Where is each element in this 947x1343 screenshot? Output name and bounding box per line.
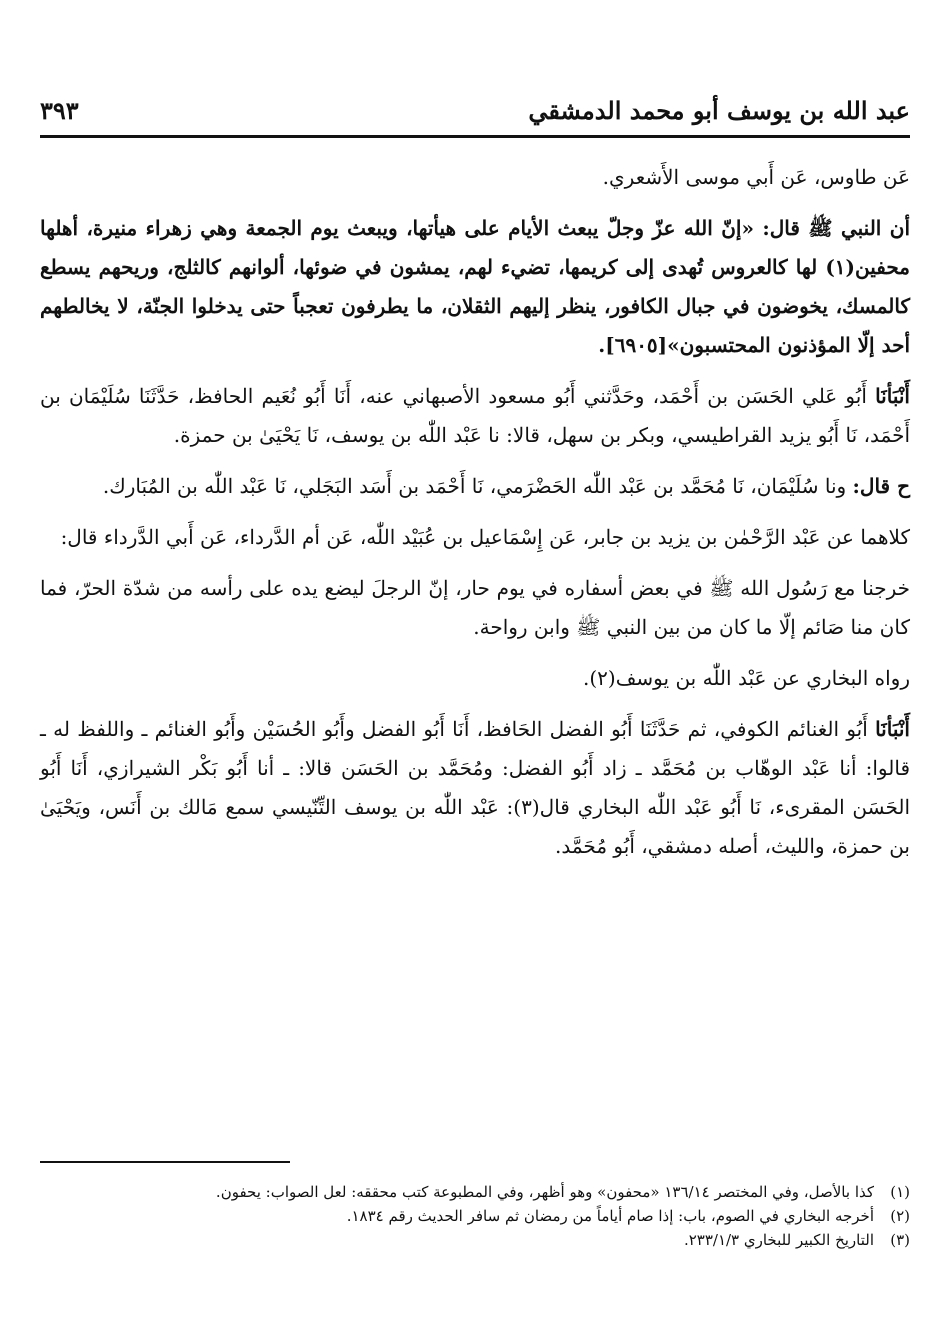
text-run: عَن طاوس، عَن أَبي موسى الأَشعري.	[602, 165, 910, 189]
text-run: أن النبي ﷺ قال: «إنّ الله عزّ وجلّ يبعث الأيام على هيأتها، ويبعث يوم الجمعة وهي زهراء منيرة، أهلها محفين(١) لها كالعروس تُهدى إلى كريمها، تضيء لهم، يمشون في ضوئها، ألوانهم كالثلج، وريحهم يسطع كالمسك، يخوضون في جبال الكافور، ينظر إليهم الثقلان، ما يطرفون تعجباً حتى يدخلوا الجنّة، لا يخالطهم أحد إلّا المؤذنون المحتسبون»[٦٩٠٥].	[40, 216, 910, 357]
book-page	[40, 0, 910, 1343]
paragraph	[40, 158, 910, 197]
footnote-text: كذا بالأصل، وفي المختصر ١٣٦/١٤ «محفون» وهو أظهر، وفي المطبوعة كتب محققه: لعل الصواب: يحفون.	[215, 1183, 874, 1201]
text-run-bold: أَنْبَأنَا	[875, 717, 910, 741]
footnote-number: (١)	[890, 1183, 910, 1201]
header-rule	[40, 135, 910, 138]
text-run: أَبُو الغنائم الكوفي، ثم حَدَّثَنَا أَبُو الفضل الحَافظ، أَنَا أَبُو الفضل وأَبُو الحُسَيْن وأَبُو الغنائم ـ واللفظ له ـ قالوا: أنا عَبْد الوهّاب بن مُحَمَّد ـ زاد أَبُو الفضل: ومُحَمَّد بن الحَسَن قالا: ـ أنا أَبُو بَكْر الشيرازي، أَنَا أَبُو الحَسَن المقرىء، نَا أَبُو عَبْد اللّٰه البخاري قال(٣): عَبْد اللّٰه بن يوسف التِّنّيسي سمع مَالك بن أَنَس، ويَحْيَىٰ بن حمزة، والليث، أصله دمشقي، أَبُو مُحَمَّد.	[40, 717, 911, 858]
footnote-number: (٢)	[890, 1207, 910, 1225]
isnad-paragraph	[40, 710, 910, 866]
main-text	[40, 158, 910, 878]
text-run: أَبُو عَلي الحَسَن بن أَحْمَد، وحَدَّثني أَبُو مسعود الأصبهاني عنه، أَنَا أَبُو نُعَيم الحافظ، حَدَّثَنَا سُلَيْمَان بن أَحْمَد، نَا أَبُو يزيد القراطيسي، وبكر بن سهل، قالا: نا عَبْد اللّٰه بن يوسف، نَا يَحْيَىٰ بن حمزة.	[40, 384, 910, 447]
text-run: رواه البخاري عن عَبْد اللّٰه بن يوسف(٢).	[583, 666, 910, 690]
text-run-bold: ح قال:	[852, 474, 910, 498]
hadith-text-paragraph	[40, 209, 910, 365]
footnote	[40, 1180, 910, 1204]
header-title: عبد الله بن يوسف أبو محمد الدمشقي	[528, 95, 910, 125]
footnote-text: أخرجه البخاري في الصوم، باب: إذا صام أياماً من رمضان ثم سافر الحديث رقم ١٨٣٤.	[346, 1207, 874, 1225]
footnotes	[40, 1180, 910, 1252]
text-run-bold: أَنْبَأنَا	[875, 384, 910, 408]
text-run: كلاهما عن عَبْد الرَّحْمٰن بن يزيد بن جابر، عَن إِسْمَاعيل بن عُبَيْد اللّٰه، عَن أم الدَّرداء، عَن أَبي الدَّرداء قال:	[60, 525, 910, 549]
hadith-text-paragraph	[40, 569, 910, 647]
text-run: خرجنا مع رَسُول الله ﷺ في بعض أسفاره في يوم حار، إنّ الرجلَ ليضع يده على رأسه من شدّة الحرّ، فما كان منا صَائم إلّا ما كان من بين النبي ﷺ وابن رواحة.	[40, 576, 910, 639]
paragraph	[40, 659, 910, 698]
footnote-text: التاريخ الكبير للبخاري ٢٣٣/١/٣.	[683, 1231, 874, 1249]
isnad-paragraph	[40, 518, 910, 557]
footnote-number: (٣)	[890, 1231, 910, 1249]
isnad-paragraph	[40, 467, 910, 506]
footnote	[40, 1204, 910, 1228]
page-number: ٣٩٣	[40, 95, 79, 125]
footnote	[40, 1228, 910, 1252]
footnote-rule	[40, 1161, 290, 1163]
text-run: ونا سُلَيْمَان، نَا مُحَمَّد بن عَبْد اللّٰه الحَضْرَمي، نَا أَحْمَد بن أَسَد البَجَلي، نَا عَبْد اللّٰه بن المُبَارك.	[102, 474, 853, 498]
running-header	[40, 90, 910, 130]
isnad-paragraph	[40, 377, 910, 455]
